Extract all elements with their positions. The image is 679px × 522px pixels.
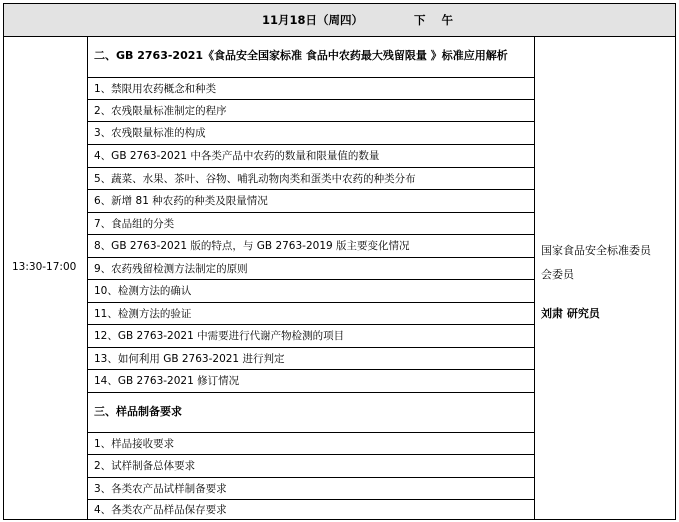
- session-time: 13:30-17:00: [12, 261, 77, 273]
- list-item: 4、GB 2763-2021 中各类产品中农药的数量和限量值的数量: [88, 145, 534, 168]
- session-period: 下 午: [414, 13, 460, 27]
- speaker-organization: 国家食品安全标准委员: [541, 244, 651, 257]
- content-column: [88, 37, 534, 519]
- list-item: 8、GB 2763-2021 版的特点，与 GB 2763-2019 版主要变化情况: [88, 235, 534, 258]
- list-item: 9、农药残留检测方法制定的原则: [88, 258, 534, 280]
- list-item: 6、新增 81 种农药的种类及限量情况: [88, 190, 534, 213]
- speaker-column: [534, 37, 676, 519]
- list-item: 5、蔬菜、水果、茶叶、谷物、哺乳动物肉类和蛋类中农药的种类分布: [88, 168, 534, 190]
- time-column: [4, 37, 88, 519]
- list-item: 2、试样制备总体要求: [88, 455, 534, 478]
- list-item: 10、检测方法的确认: [88, 280, 534, 303]
- list-item: 14、GB 2763-2021 修订情况: [88, 370, 534, 393]
- speaker-organization-cont: 会委员: [541, 268, 574, 281]
- section-title-2: 二、GB 2763-2021《食品安全国家标准 食品中农药最大残留限量 》标准应用解析: [88, 37, 534, 78]
- list-item: 3、农残限量标准的构成: [88, 122, 534, 145]
- speaker-name: 刘肃 研究员: [541, 307, 600, 320]
- list-item: 4、各类农产品样品保存要求: [94, 504, 227, 516]
- list-item: 1、禁限用农药概念和种类: [88, 78, 534, 100]
- list-item: 3、各类农产品试样制备要求: [88, 478, 534, 500]
- list-item: 11、检测方法的验证: [88, 303, 534, 325]
- schedule-table: [3, 3, 676, 520]
- session-date: 11月18日（周四）: [262, 13, 364, 27]
- list-item: 1、样品接收要求: [88, 433, 534, 455]
- list-item: 13、如何利用 GB 2763-2021 进行判定: [88, 348, 534, 370]
- list-item: 2、农残限量标准制定的程序: [88, 100, 534, 122]
- list-item: 7、食品组的分类: [88, 213, 534, 235]
- section-title-3: 三、样品制备要求: [88, 393, 534, 433]
- list-item: 12、GB 2763-2021 中需要进行代谢产物检测的项目: [88, 325, 534, 348]
- table-header: [4, 4, 675, 37]
